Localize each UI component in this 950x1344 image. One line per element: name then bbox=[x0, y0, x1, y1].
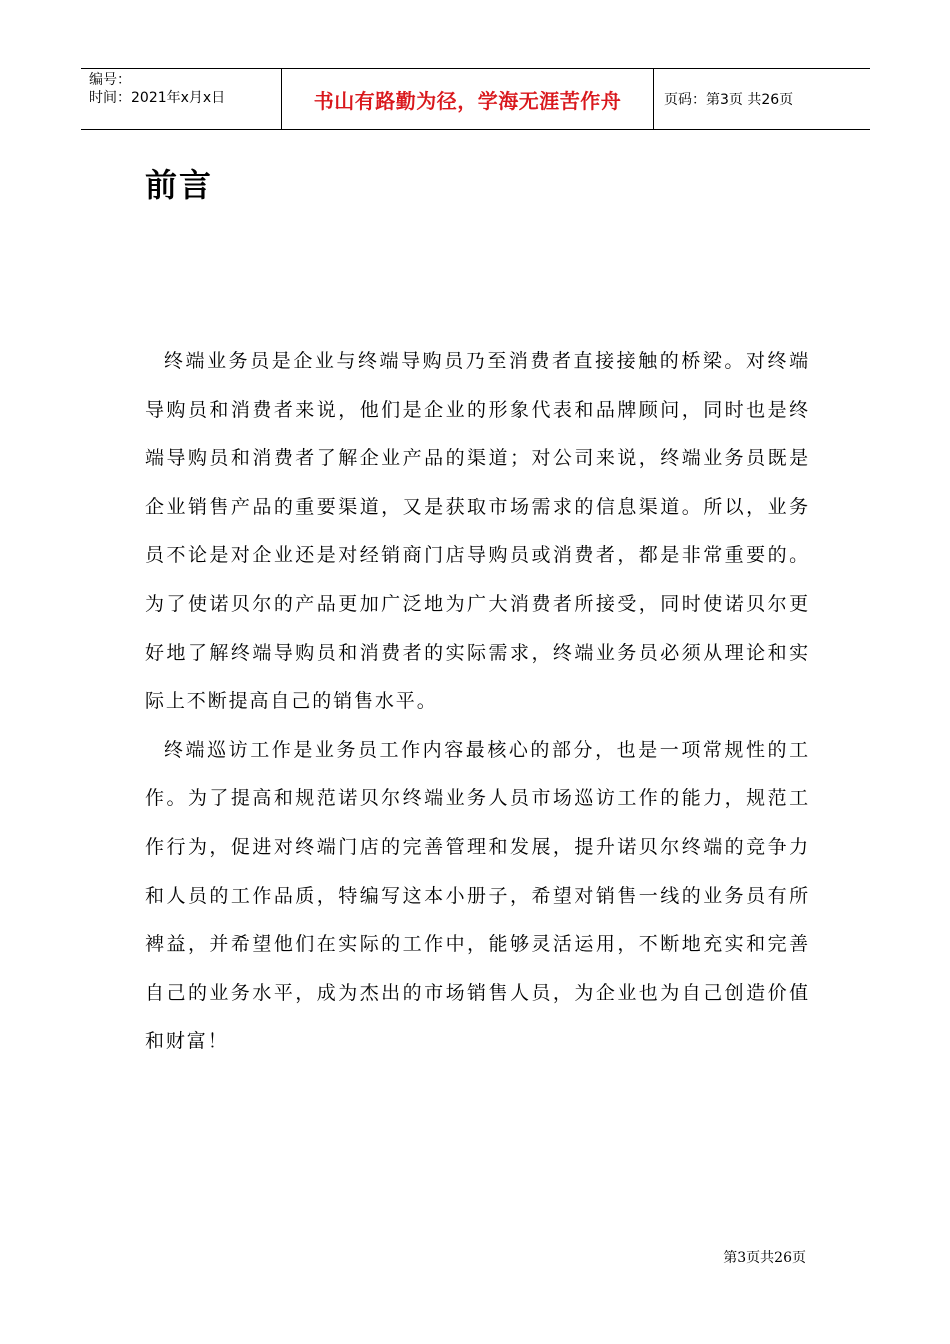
document-date: 时间：2021年x月x日 bbox=[89, 90, 226, 106]
header-motto: 书山有路勤为径，学海无涯苦作舟 bbox=[282, 69, 654, 129]
paragraph: 终端业务员是企业与终端导购员乃至消费者直接接触的桥梁。对终端导购员和消费者来说，他们是企业的形象代表和品牌顾问，同时也是终端导购员和消费者了解企业产品的渠道；对公司来说，终端业务员既是企业销售产品的重要渠道，又是获取市场需求的信息渠道。所以，业务员不论是对企业还是对经销商门店导购员或消费者，都是非常重要的。为了使诺贝尔的产品更加广泛地为广大消费者所接受，同时使诺贝尔更好地了解终端导购员和消费者的实际需求，终端业务员必须从理论和实际上不断提高自己的销售水平。 bbox=[145, 350, 810, 713]
header-page-info: 页码：第3页 共26页 bbox=[664, 92, 794, 108]
document-body bbox=[145, 337, 810, 1066]
page-title: 前言 bbox=[145, 166, 214, 204]
header-meta-cell bbox=[81, 69, 282, 129]
document-header bbox=[81, 68, 870, 130]
document-number-label: 编号： bbox=[89, 72, 131, 88]
page-footer: 第3页共26页 bbox=[723, 1250, 806, 1266]
paragraph: 终端巡访工作是业务员工作内容最核心的部分，也是一项常规性的工作。为了提高和规范诺贝尔终端业务人员市场巡访工作的能力，规范工作行为，促进对终端门店的完善管理和发展，提升诺贝尔终端的竞争力和人员的工作品质，特编写这本小册子，希望对销售一线的业务员有所裨益，并希望他们在实际的工作中，能够灵活运用，不断地充实和完善自己的业务水平，成为杰出的市场销售人员，为企业也为自己创造价值和财富！ bbox=[145, 738, 810, 1053]
